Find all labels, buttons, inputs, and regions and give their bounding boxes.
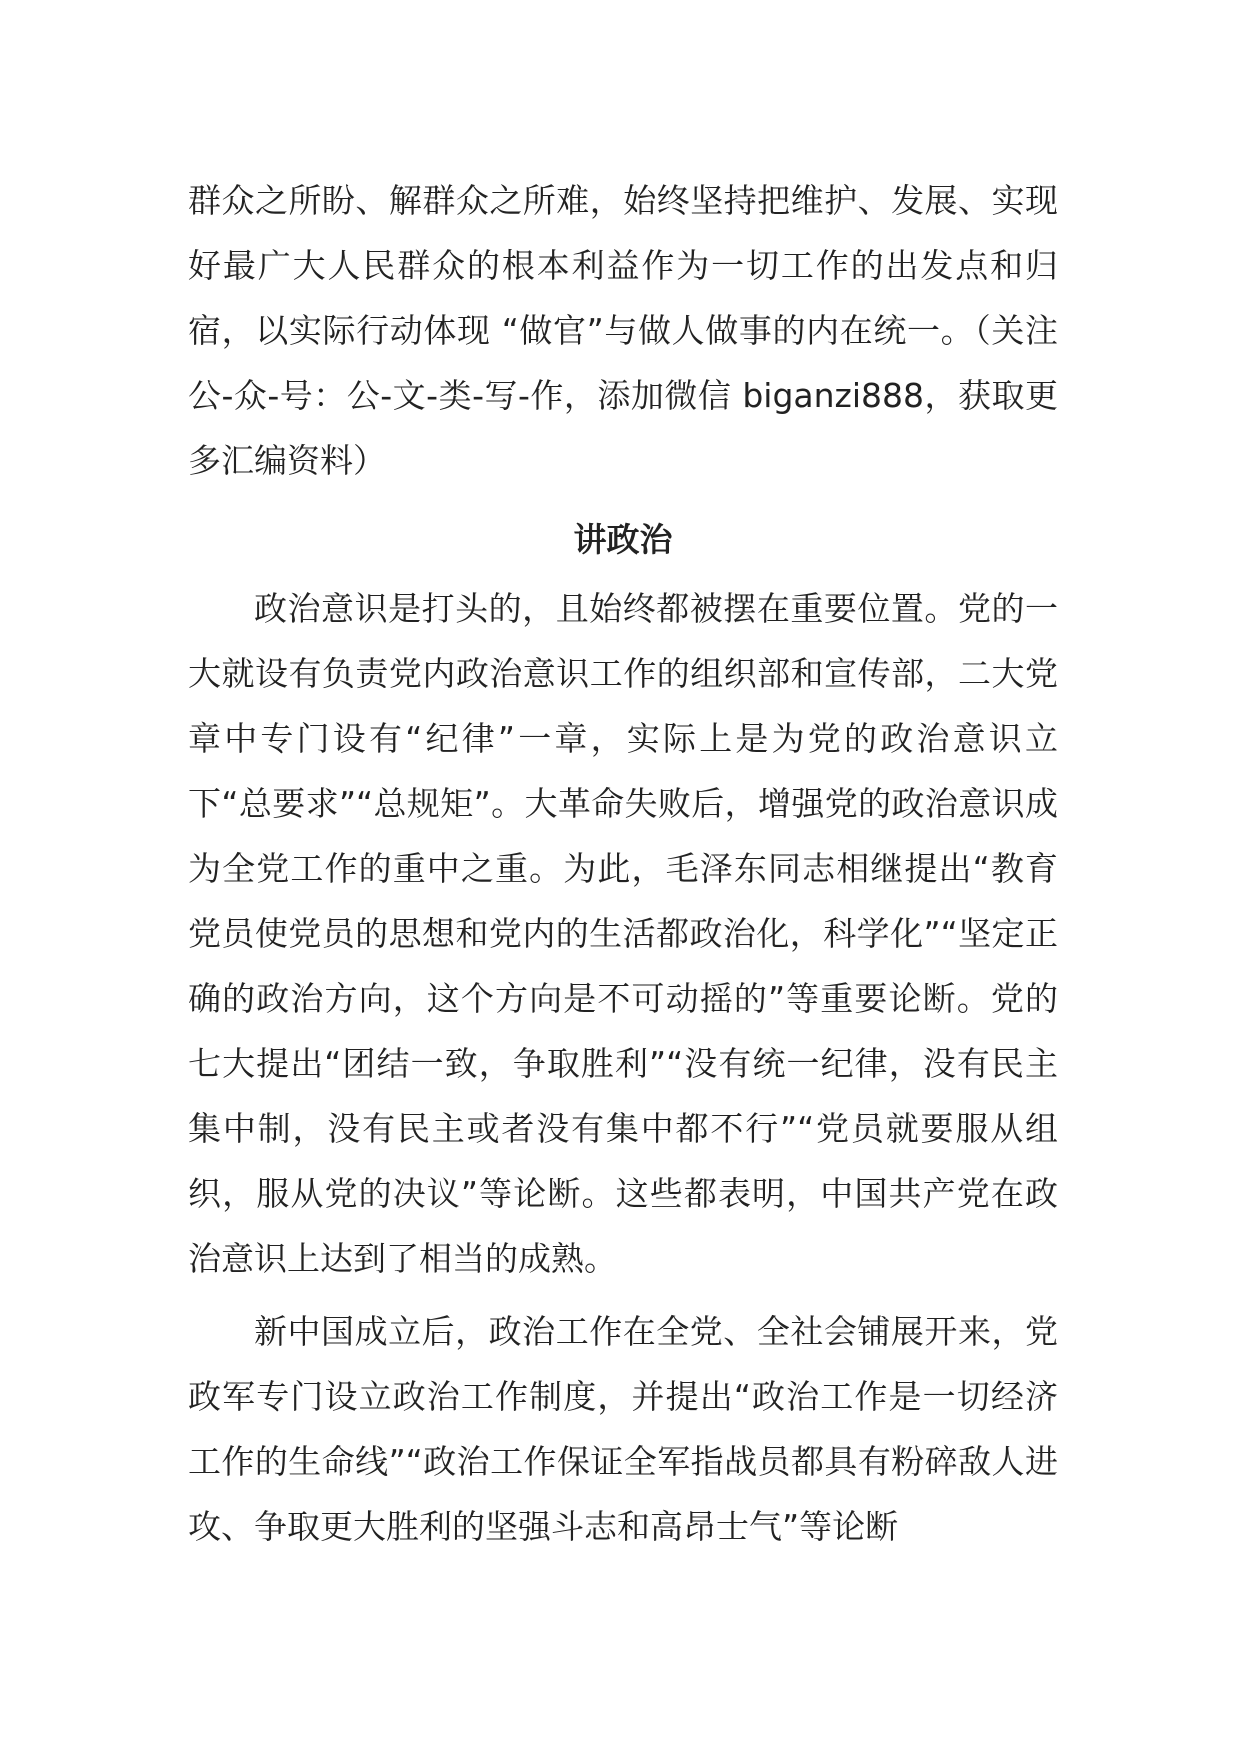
- document-body: [188, 168, 1058, 1559]
- section-heading: 讲政治: [573, 520, 673, 559]
- intro-paragraph: 群众之所盼、解群众之所难，始终坚持把维护、发展、实现好最广大人民群众的根本利益作为一切工作的出发点和归宿，以实际行动体现 “做官”与做人做事的内在统一。（关注公-众-号：公-文-类-写-作，添加微信 biganzi888，获取更多汇编资料）: [188, 181, 1058, 480]
- body-paragraph-1: 政治意识是打头的，且始终都被摆在重要位置。党的一大就设有负责党内政治意识工作的组织部和宣传部，二大党章中专门设有“纪律”一章，实际上是为党的政治意识立下“总要求”“总规矩”。大革命失败后，增强党的政治意识成为全党工作的重中之重。为此，毛泽东同志相继提出“教育党员使党员的思想和党内的生活都政治化，科学化”“坚定正确的政治方向，这个方向是不可动摇的”等重要论断。党的七大提出“团结一致，争取胜利”“没有统一纪律，没有民主集中制，没有民主或者没有集中都不行”“党员就要服从组织，服从党的决议”等论断。这些都表明，中国共产党在政治意识上达到了相当的成熟。: [188, 589, 1058, 1278]
- body-paragraph-2: 新中国成立后，政治工作在全党、全社会铺展开来，党政军专门设立政治工作制度，并提出“政治工作是一切经济工作的生命线”“政治工作保证全军指战员都具有粉碎敌人进攻、争取更大胜利的坚强斗志和高昂士气”等论断: [188, 1312, 1058, 1546]
